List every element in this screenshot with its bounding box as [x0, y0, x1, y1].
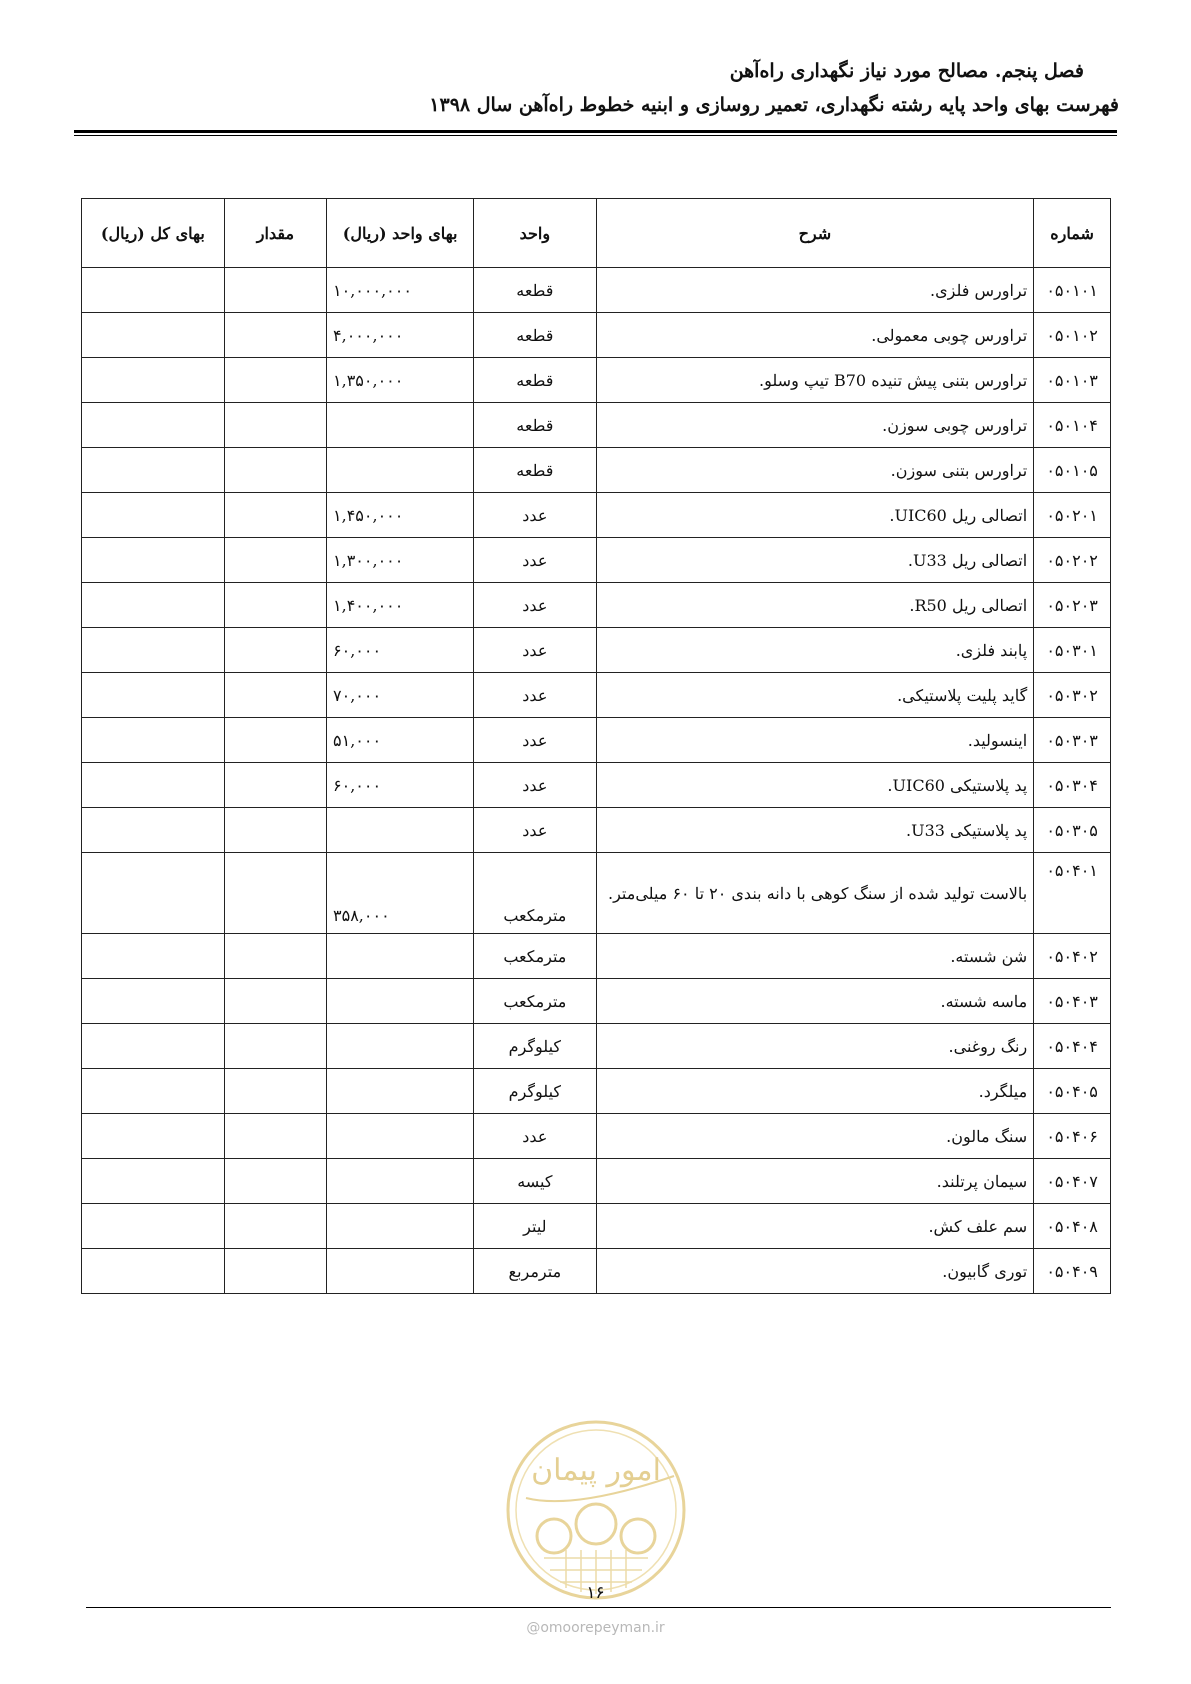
row-unit: مترمکعب: [474, 853, 596, 934]
row-total-price: [82, 1159, 225, 1204]
row-total-price: [82, 493, 225, 538]
row-unit-price: [327, 403, 474, 448]
table-row: [82, 583, 1111, 628]
row-quantity: [224, 583, 326, 628]
row-quantity: [224, 493, 326, 538]
row-code: ۰۵۰۲۰۳: [1034, 583, 1111, 628]
row-code: ۰۵۰۴۰۶: [1034, 1114, 1111, 1159]
row-unit-price: [327, 1204, 474, 1249]
row-total-price: [82, 268, 225, 313]
row-unit: عدد: [474, 538, 596, 583]
row-total-price: [82, 1024, 225, 1069]
row-quantity: [224, 763, 326, 808]
price-list-table: [81, 198, 1111, 1294]
table-row: [82, 673, 1111, 718]
header-unit: واحد: [474, 199, 596, 268]
page-header: [72, 60, 1119, 116]
row-unit-price: [327, 448, 474, 493]
header-rule-thin: [74, 135, 1117, 136]
row-quantity: [224, 979, 326, 1024]
header-description: شرح: [596, 199, 1034, 268]
row-unit: کیلوگرم: [474, 1024, 596, 1069]
row-quantity: [224, 313, 326, 358]
watermark-site: @omoorepeyman.ir: [526, 1620, 665, 1636]
row-quantity: [224, 1069, 326, 1114]
table-header-row: [82, 199, 1111, 268]
row-unit: عدد: [474, 628, 596, 673]
row-unit-price: ۳۵۸,۰۰۰: [327, 853, 474, 934]
row-unit-price: ۱,۴۵۰,۰۰۰: [327, 493, 474, 538]
table-row: [82, 1024, 1111, 1069]
row-total-price: [82, 1069, 225, 1114]
row-unit: قطعه: [474, 358, 596, 403]
row-description: تراورس فلزی.: [596, 268, 1034, 313]
row-unit: کیلوگرم: [474, 1069, 596, 1114]
header-total-price: بهای کل (ریال): [82, 199, 225, 268]
table-row: [82, 313, 1111, 358]
stamp-text: امور پیمان: [531, 1453, 661, 1488]
row-unit-price: ۷۰,۰۰۰: [327, 673, 474, 718]
row-total-price: [82, 1249, 225, 1294]
table-row: [82, 979, 1111, 1024]
row-code: ۰۵۰۱۰۳: [1034, 358, 1111, 403]
row-unit: لیتر: [474, 1204, 596, 1249]
row-quantity: [224, 718, 326, 763]
row-code: ۰۵۰۱۰۵: [1034, 448, 1111, 493]
table-row: [82, 1159, 1111, 1204]
page-number: ۱۶: [586, 1583, 605, 1603]
row-unit: قطعه: [474, 313, 596, 358]
row-code: ۰۵۰۳۰۱: [1034, 628, 1111, 673]
row-unit-price: ۶۰,۰۰۰: [327, 628, 474, 673]
row-description: اینسولید.: [596, 718, 1034, 763]
row-code: ۰۵۰۴۰۷: [1034, 1159, 1111, 1204]
row-unit-price: ۱,۴۰۰,۰۰۰: [327, 583, 474, 628]
table-row: [82, 1069, 1111, 1114]
row-unit: عدد: [474, 493, 596, 538]
row-quantity: [224, 403, 326, 448]
row-unit-price: [327, 1114, 474, 1159]
row-code: ۰۵۰۲۰۱: [1034, 493, 1111, 538]
table-row: [82, 853, 1111, 934]
row-unit-price: ۱۰,۰۰۰,۰۰۰: [327, 268, 474, 313]
document-title: فهرست بهای واحد پایه رشته نگهداری، تعمیر روسازی و ابنیه خطوط راه‌آهن سال ۱۳۹۸: [429, 94, 1119, 116]
row-unit: مترمکعب: [474, 934, 596, 979]
row-total-price: [82, 538, 225, 583]
row-description: اتصالی ریل R50.: [596, 583, 1034, 628]
row-quantity: [224, 853, 326, 934]
header-unit-price: بهای واحد (ریال): [327, 199, 474, 268]
table-row: [82, 1114, 1111, 1159]
stamp-watermark-icon: [504, 1418, 688, 1602]
row-quantity: [224, 934, 326, 979]
table-row: [82, 538, 1111, 583]
row-quantity: [224, 628, 326, 673]
row-description: شن شسته.: [596, 934, 1034, 979]
footer-rule: [86, 1607, 1111, 1608]
row-unit-price: [327, 1159, 474, 1204]
row-unit: عدد: [474, 583, 596, 628]
row-description: پابند فلزی.: [596, 628, 1034, 673]
row-unit: قطعه: [474, 448, 596, 493]
row-quantity: [224, 538, 326, 583]
table-row: [82, 403, 1111, 448]
row-description: تراورس چوبی سوزن.: [596, 403, 1034, 448]
row-description: میلگرد.: [596, 1069, 1034, 1114]
table-row: [82, 448, 1111, 493]
row-code: ۰۵۰۱۰۲: [1034, 313, 1111, 358]
row-code: ۰۵۰۴۰۲: [1034, 934, 1111, 979]
row-unit: عدد: [474, 1114, 596, 1159]
row-code: ۰۵۰۴۰۴: [1034, 1024, 1111, 1069]
row-unit-price: ۱,۳۵۰,۰۰۰: [327, 358, 474, 403]
row-total-price: [82, 673, 225, 718]
row-code: ۰۵۰۴۰۱: [1034, 853, 1111, 934]
row-description: سیمان پرتلند.: [596, 1159, 1034, 1204]
row-code: ۰۵۰۴۰۳: [1034, 979, 1111, 1024]
row-code: ۰۵۰۲۰۲: [1034, 538, 1111, 583]
row-unit-price: [327, 1024, 474, 1069]
row-code: ۰۵۰۳۰۳: [1034, 718, 1111, 763]
row-code: ۰۵۰۱۰۱: [1034, 268, 1111, 313]
row-quantity: [224, 808, 326, 853]
row-description: توری گابیون.: [596, 1249, 1034, 1294]
row-unit: قطعه: [474, 268, 596, 313]
row-description: پد پلاستیکی U33.: [596, 808, 1034, 853]
row-quantity: [224, 448, 326, 493]
table-row: [82, 808, 1111, 853]
table-row: [82, 1204, 1111, 1249]
row-total-price: [82, 853, 225, 934]
table-body: [82, 268, 1111, 1294]
row-total-price: [82, 583, 225, 628]
table-row: [82, 763, 1111, 808]
row-quantity: [224, 1159, 326, 1204]
table-row: [82, 358, 1111, 403]
row-description: رنگ روغنی.: [596, 1024, 1034, 1069]
table-row: [82, 628, 1111, 673]
row-quantity: [224, 358, 326, 403]
row-description: ماسه شسته.: [596, 979, 1034, 1024]
row-unit: مترمکعب: [474, 979, 596, 1024]
row-unit-price: ۶۰,۰۰۰: [327, 763, 474, 808]
row-unit: عدد: [474, 808, 596, 853]
row-unit-price: [327, 934, 474, 979]
table-row: [82, 934, 1111, 979]
row-description: اتصالی ریل UIC60.: [596, 493, 1034, 538]
row-unit: عدد: [474, 763, 596, 808]
row-quantity: [224, 1204, 326, 1249]
row-total-price: [82, 718, 225, 763]
header-quantity: مقدار: [224, 199, 326, 268]
row-description: سنگ مالون.: [596, 1114, 1034, 1159]
table-row: [82, 718, 1111, 763]
row-unit-price: [327, 979, 474, 1024]
row-unit-price: [327, 1249, 474, 1294]
row-code: ۰۵۰۴۰۹: [1034, 1249, 1111, 1294]
row-unit: قطعه: [474, 403, 596, 448]
row-total-price: [82, 358, 225, 403]
row-unit: عدد: [474, 718, 596, 763]
row-description: سم علف کش.: [596, 1204, 1034, 1249]
row-description: تراورس بتنی سوزن.: [596, 448, 1034, 493]
row-code: ۰۵۰۳۰۴: [1034, 763, 1111, 808]
row-total-price: [82, 934, 225, 979]
table-row: [82, 268, 1111, 313]
row-code: ۰۵۰۳۰۲: [1034, 673, 1111, 718]
row-code: ۰۵۰۱۰۴: [1034, 403, 1111, 448]
row-quantity: [224, 673, 326, 718]
row-total-price: [82, 763, 225, 808]
row-total-price: [82, 313, 225, 358]
row-unit: کیسه: [474, 1159, 596, 1204]
header-code: شماره: [1034, 199, 1111, 268]
row-unit-price: ۴,۰۰۰,۰۰۰: [327, 313, 474, 358]
row-description: تراورس چوبی معمولی.: [596, 313, 1034, 358]
row-code: ۰۵۰۳۰۵: [1034, 808, 1111, 853]
row-total-price: [82, 979, 225, 1024]
row-unit-price: [327, 1069, 474, 1114]
row-unit: عدد: [474, 673, 596, 718]
table-row: [82, 1249, 1111, 1294]
row-unit: مترمربع: [474, 1249, 596, 1294]
row-total-price: [82, 1114, 225, 1159]
row-unit-price: ۵۱,۰۰۰: [327, 718, 474, 763]
chapter-title: فصل پنجم. مصالح مورد نیاز نگهداری راه‌آهن: [729, 60, 1084, 82]
header-rule-thick: [74, 130, 1117, 133]
row-code: ۰۵۰۴۰۵: [1034, 1069, 1111, 1114]
row-description: گاید پلیت پلاستیکی.: [596, 673, 1034, 718]
row-quantity: [224, 1249, 326, 1294]
row-unit-price: ۱,۳۰۰,۰۰۰: [327, 538, 474, 583]
row-total-price: [82, 808, 225, 853]
row-description: تراورس بتنی پیش تنیده B70 تیپ وسلو.: [596, 358, 1034, 403]
row-description: بالاست تولید شده از سنگ کوهی با دانه بندی ۲۰ تا ۶۰ میلی‌متر.: [596, 853, 1034, 934]
row-quantity: [224, 1024, 326, 1069]
row-description: پد پلاستیکی UIC60.: [596, 763, 1034, 808]
row-total-price: [82, 628, 225, 673]
row-total-price: [82, 403, 225, 448]
row-description: اتصالی ریل U33.: [596, 538, 1034, 583]
row-quantity: [224, 268, 326, 313]
table-row: [82, 493, 1111, 538]
row-code: ۰۵۰۴۰۸: [1034, 1204, 1111, 1249]
row-unit-price: [327, 808, 474, 853]
row-total-price: [82, 448, 225, 493]
row-total-price: [82, 1204, 225, 1249]
row-quantity: [224, 1114, 326, 1159]
